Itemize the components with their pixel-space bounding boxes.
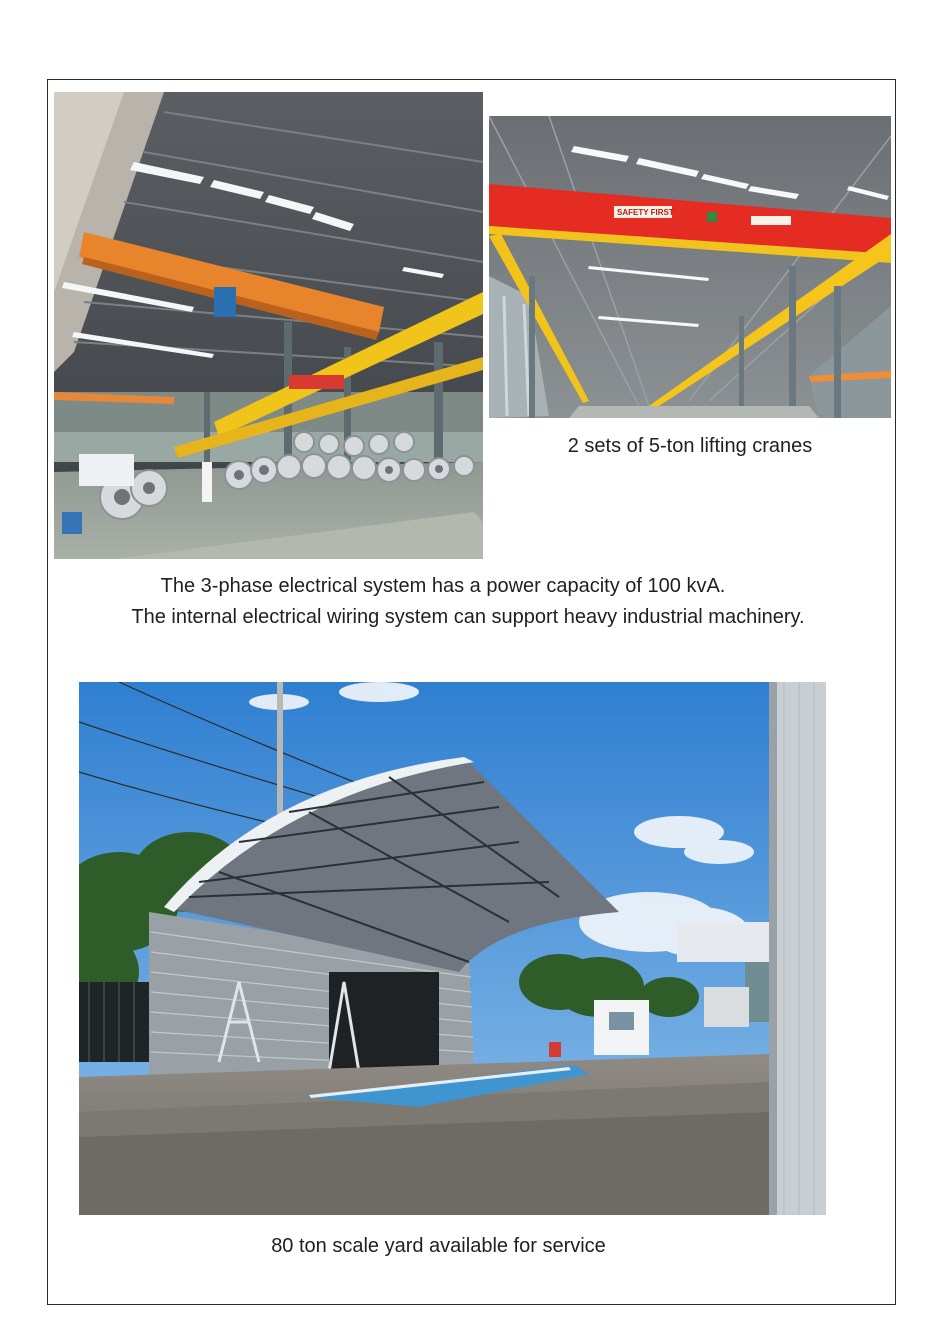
scale-yard-photo <box>79 682 826 1215</box>
cranes-caption: 2 sets of 5-ton lifting cranes <box>567 435 813 457</box>
lifting-cranes-photo <box>489 116 891 418</box>
warehouse-interior-photo <box>54 92 483 559</box>
electrical-capacity-caption: The 3-phase electrical system has a power capacity of 100 kvA. <box>160 575 726 597</box>
safety-first-sign: SAFETY FIRST <box>617 208 674 217</box>
scale-yard-caption: 80 ton scale yard available for service <box>271 1235 606 1257</box>
electrical-wiring-caption: The internal electrical wiring system can support heavy industrial machinery. <box>131 606 805 628</box>
